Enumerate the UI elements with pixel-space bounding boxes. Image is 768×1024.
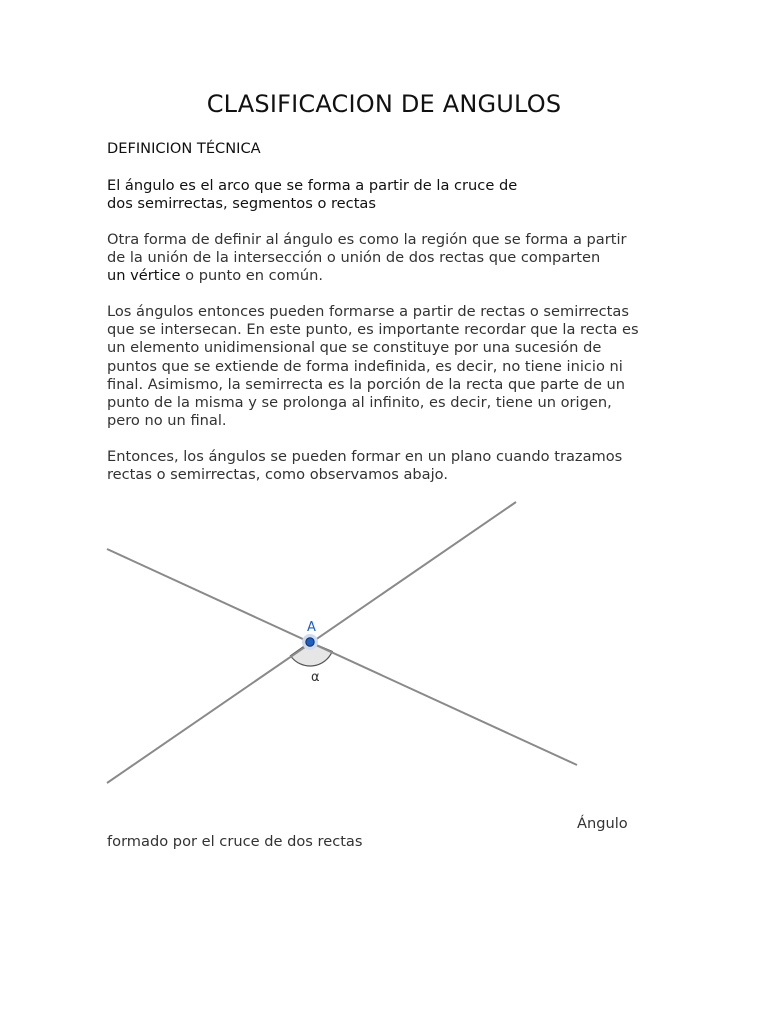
angle-label: α bbox=[311, 670, 320, 685]
vertex-label: A bbox=[307, 620, 316, 635]
plane-line: Entonces, los ángulos se pueden formar en un plano cuando trazamos bbox=[107, 448, 623, 465]
definition-line: dos semirrectas, segmentos o rectas bbox=[107, 195, 376, 213]
definition-line: El ángulo es el arco que se forma a partir de la cruce de bbox=[107, 177, 518, 194]
vertex-point bbox=[306, 638, 314, 646]
figure-caption-start: Ángulo bbox=[577, 815, 628, 832]
page-title: CLASIFICACION DE ANGULOS bbox=[206, 90, 562, 118]
formation-line: Los ángulos entonces pueden formarse a partir de rectas o semirrectas bbox=[107, 303, 629, 320]
formation-line: puntos que se extiende de forma indefinida, es decir, no tiene inicio ni bbox=[107, 357, 623, 375]
region-line: de la unión de la intersección o unión de dos rectas que comparten bbox=[107, 249, 601, 267]
plane-line: rectas o semirrectas, como observamos abajo. bbox=[107, 466, 448, 484]
region-line: Otra forma de definir al ángulo es como la región que se forma a partir bbox=[107, 231, 627, 248]
formation-line: punto de la misma y se prolonga al infinito, es decir, tiene un origen, bbox=[107, 394, 612, 412]
descending-line bbox=[107, 549, 577, 765]
figure-caption-end: formado por el cruce de dos rectas bbox=[107, 833, 363, 850]
formation-line: un elemento unidimensional que se constituye por una sucesión de bbox=[107, 339, 602, 357]
section-heading: DEFINICION TÉCNICA bbox=[107, 140, 261, 157]
region-line-rest: o punto en común. bbox=[180, 267, 323, 285]
formation-line: pero no un final. bbox=[107, 412, 227, 430]
formation-line: final. Asimismo, la semirrecta es la porción de la recta que parte de un bbox=[107, 375, 626, 393]
formation-line: que se intersecan. En este punto, es importante recordar que la recta es bbox=[107, 321, 639, 339]
vertex-term: un vértice bbox=[107, 267, 181, 285]
